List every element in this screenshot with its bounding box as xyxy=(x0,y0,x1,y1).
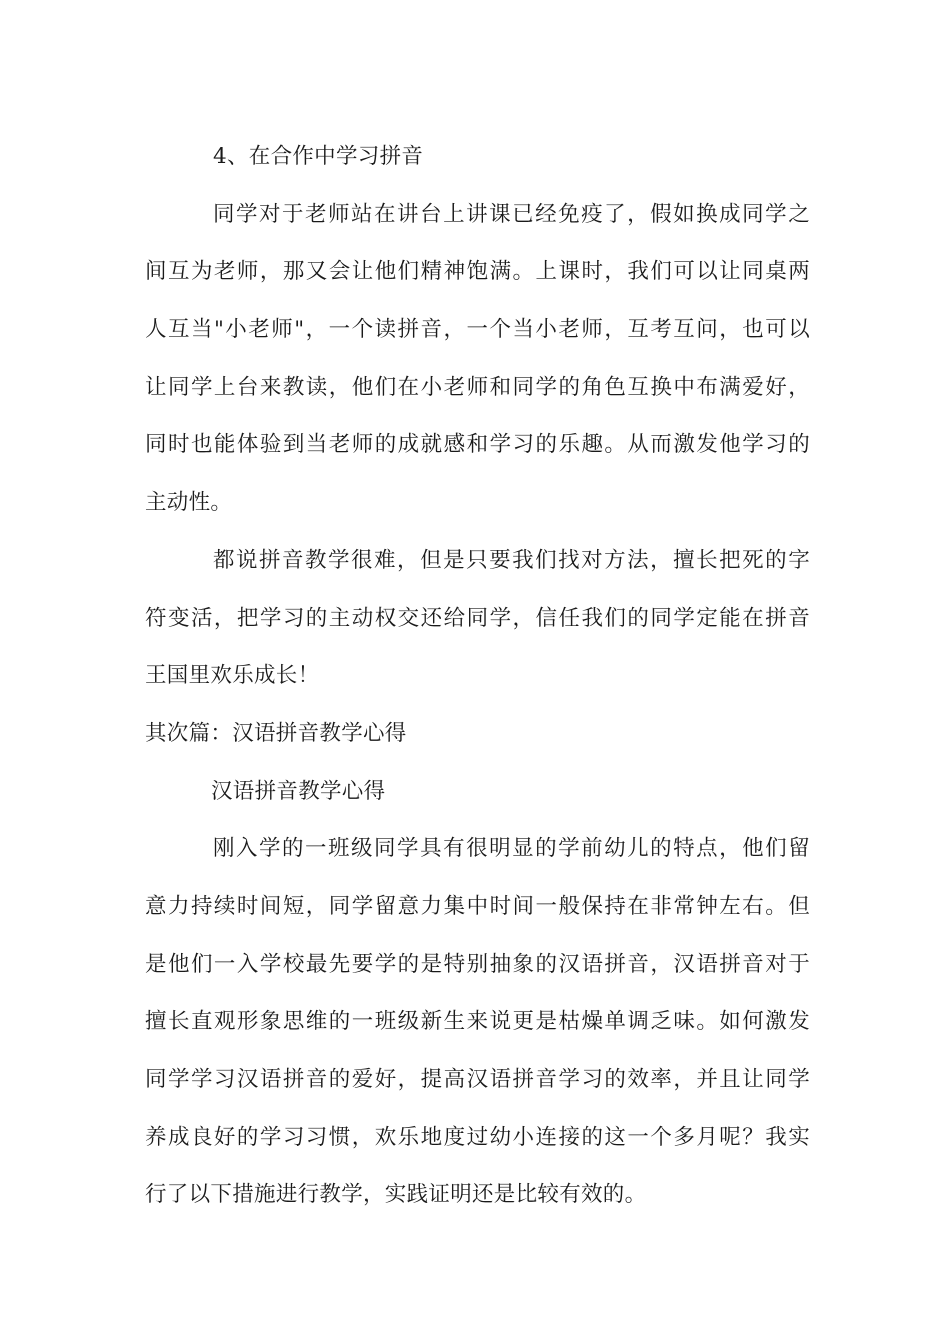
paragraph-1 xyxy=(145,186,810,532)
paragraph-2 xyxy=(145,532,810,705)
paragraph-line: 是他们一入学校最先要学的是特别抽象的汉语拼音，汉语拼音对于 xyxy=(145,951,810,977)
paragraph-line: 间互为老师，那又会让他们精神饱满。上课时，我们可以让同桌两 xyxy=(145,259,810,285)
paragraph-line: 擅长直观形象思维的一班级新生来说更是枯燥单调乏味。如何激发 xyxy=(145,1009,810,1035)
paragraph-line: 同学对于老师站在讲台上讲课已经免疫了，假如换成同学之 xyxy=(213,201,810,227)
paragraph-3 xyxy=(145,820,810,1224)
paragraph-line: 人互当"小老师"，一个读拼音，一个当小老师，互考互问，也可以 xyxy=(145,317,810,343)
section-heading: 4、在合作中学习拼音 xyxy=(213,144,424,169)
paragraph-line: 同时也能体验到当老师的成就感和学习的乐趣。从而激发他学习的 xyxy=(145,432,810,458)
part-title: 其次篇：汉语拼音教学心得 xyxy=(145,720,407,746)
paragraph-line: 养成良好的学习习惯，欢乐地度过幼小连接的这一个多月呢？我实 xyxy=(145,1124,810,1150)
paragraph-line: 主动性。 xyxy=(145,490,233,516)
paragraph-line: 同学学习汉语拼音的爱好，提高汉语拼音学习的效率，并且让同学 xyxy=(145,1067,810,1092)
paragraph-line: 行了以下措施进行教学，实践证明还是比较有效的。 xyxy=(145,1182,647,1208)
paragraph-line: 符变活，把学习的主动权交还给同学，信任我们的同学定能在拼音 xyxy=(145,605,810,631)
paragraph-line: 王国里欢乐成长！ xyxy=(145,663,320,689)
paragraph-line: 都说拼音教学很难，但是只要我们找对方法，擅长把死的字 xyxy=(213,547,810,573)
paragraph-line: 刚入学的一班级同学具有很明显的学前幼儿的特点，他们留 xyxy=(213,836,810,862)
paragraph-line: 意力持续时间短，同学留意力集中时间一般保持在非常钟左右。但 xyxy=(145,893,810,919)
document-body xyxy=(145,128,810,1224)
subtitle: 汉语拼音教学心得 xyxy=(211,778,386,804)
paragraph-line: 让同学上台来教读，他们在小老师和同学的角色互换中布满爱好， xyxy=(145,374,810,400)
